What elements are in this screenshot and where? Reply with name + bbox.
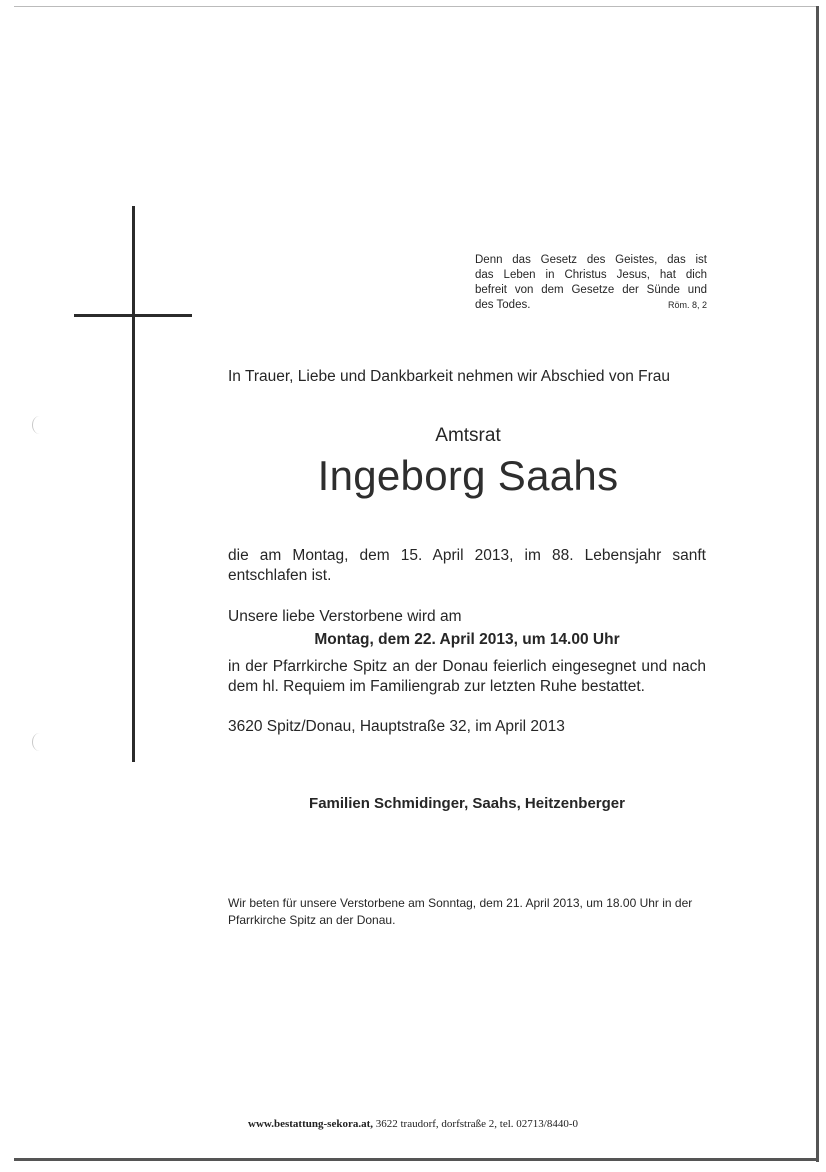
- deceased-name: Ingeborg Saahs: [317, 452, 619, 499]
- funeral-date: Montag, dem 22. April 2013, um 14.00 Uhr: [314, 631, 620, 648]
- punch-hole-mark: [32, 416, 47, 434]
- death-notice: die am Montag, dem 15. April 2013, im 88. Lebensjahr sanft entschlafen ist.: [228, 547, 706, 584]
- footer: [0, 1118, 826, 1130]
- page-edge-top: [14, 6, 819, 7]
- deceased-title: Amtsrat: [435, 425, 501, 446]
- prayer-notice: Wir beten für unsere Verstorbene am Sonntag, dem 21. April 2013, um 18.00 Uhr in der Pfarrkirche Spitz an der Donau.: [228, 896, 693, 927]
- bible-verse-last-line: [475, 298, 707, 313]
- page-edge-right: [816, 6, 819, 1162]
- verse-line: des Todes.: [475, 299, 531, 311]
- page-edge-bottom: [14, 1158, 819, 1161]
- footer-address: 3622 traudorf, dorfstraße 2, tel. 02713/8440-0: [375, 1118, 578, 1130]
- families-signature: Familien Schmidinger, Saahs, Heitzenberger: [309, 795, 625, 812]
- cross-icon-vertical-beam: [132, 206, 135, 762]
- verse-line: befreit von dem Gesetze der Sünde und: [475, 284, 707, 296]
- punch-hole-mark: [32, 733, 47, 751]
- verse-line: das Leben in Christus Jesus, hat dich: [475, 269, 707, 281]
- footer-website: www.bestattung-sekora.at,: [248, 1118, 373, 1130]
- mourning-intro: In Trauer, Liebe und Dankbarkeit nehmen wir Abschied von Frau: [228, 368, 671, 385]
- verse-line: Denn das Gesetz des Geistes, das ist: [475, 254, 707, 266]
- bible-verse: [475, 253, 707, 298]
- funeral-intro: Unsere liebe Verstorbene wird am: [228, 608, 462, 625]
- cross-icon-horizontal-beam: [74, 314, 192, 317]
- place-and-date: 3620 Spitz/Donau, Hauptstraße 32, im April 2013: [228, 718, 565, 735]
- verse-reference: Röm. 8, 2: [667, 300, 707, 310]
- funeral-details: in der Pfarrkirche Spitz an der Donau feierlich eingesegnet und nach dem hl. Requiem im Familiengrab zur letzten Ruhe bestattet.: [228, 658, 706, 695]
